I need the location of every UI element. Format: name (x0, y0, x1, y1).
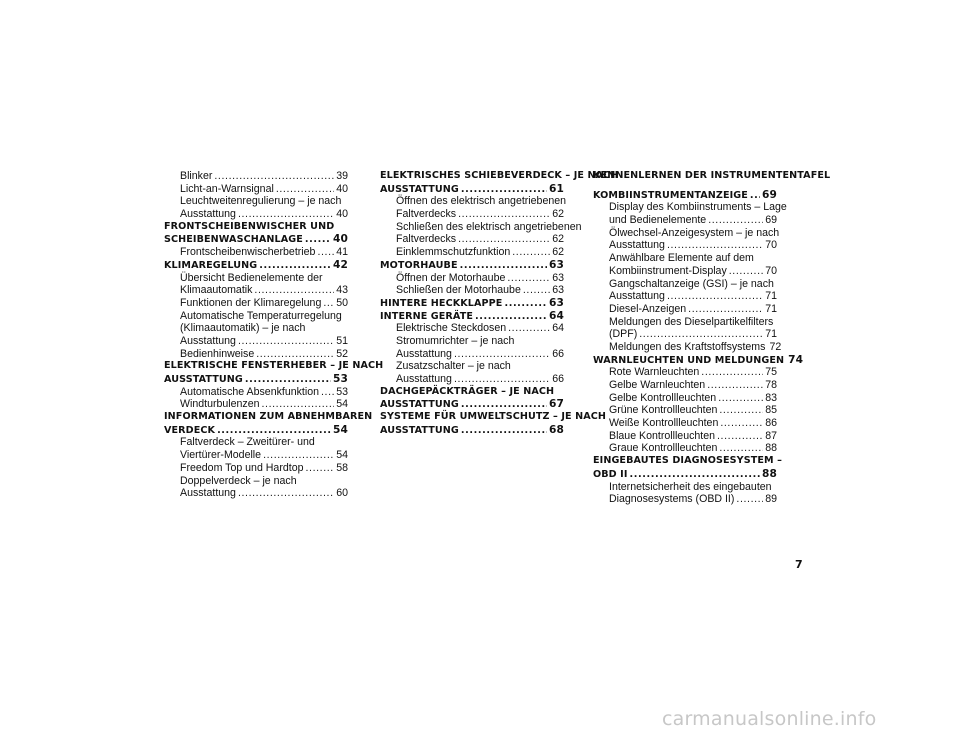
toc-page-number: 88 (765, 442, 777, 455)
toc-entry-text: Ausstattung (609, 239, 665, 252)
toc-page-number: 68 (549, 423, 564, 436)
toc-page-number: 66 (552, 373, 564, 385)
toc-entry-text: Diagnosesystems (OBD II) (609, 493, 735, 506)
toc-entry-text: Übersicht Bedienelemente der (180, 271, 323, 284)
leader-dots (263, 449, 334, 462)
toc-page-number: 50 (336, 296, 348, 309)
toc-entry-text: Faltverdecks (396, 208, 457, 221)
toc-entry[interactable] (593, 226, 780, 252)
toc-page-number: 86 (765, 417, 777, 430)
toc-entry[interactable] (380, 386, 564, 411)
leader-dots (507, 272, 550, 285)
toc-page-number: 63 (552, 271, 564, 284)
toc-entry[interactable] (593, 170, 831, 183)
leader-dots (701, 366, 763, 379)
toc-entry-text: Display des Kombiinstruments – Lage (609, 201, 787, 214)
toc-entry-text: Ausstattung (180, 487, 236, 500)
toc-entry[interactable] (164, 170, 348, 183)
toc-page-number: 64 (552, 322, 564, 335)
leader-dots (667, 239, 763, 252)
toc-entry[interactable] (380, 259, 564, 272)
watermark: carmanualsonline.info (662, 708, 877, 730)
toc-page-number: 70 (765, 239, 777, 252)
toc-entry[interactable] (593, 353, 804, 367)
toc-entry-text: Meldungen des Kraftstoffsystems (609, 340, 766, 353)
leader-dots (238, 335, 334, 348)
toc-page-number: 43 (336, 284, 348, 297)
toc-entry[interactable] (593, 366, 777, 379)
toc-page-number: 51 (336, 334, 348, 347)
leader-dots (238, 208, 334, 221)
leader-dots (523, 284, 550, 297)
toc-entry[interactable] (593, 189, 777, 202)
toc-entry-text: Blaue Kontrollleuchten (609, 429, 716, 442)
toc-entry[interactable] (164, 183, 348, 196)
toc-entry-text: Ausstattung (609, 290, 665, 303)
toc-entry[interactable] (164, 475, 348, 500)
toc-entry-text: Windturbulenzen (180, 398, 260, 411)
toc-page-number: 54 (336, 449, 348, 462)
toc-entry-text: (Klimaautomatik) – je nach (180, 322, 306, 335)
leader-dots (717, 430, 763, 443)
toc-entry-text: Ölwechsel-Anzeigesystem – je nach (609, 226, 780, 239)
leader-dots (718, 392, 763, 405)
leader-dots (458, 208, 550, 221)
toc-entry[interactable] (593, 417, 777, 430)
toc-page-number: 62 (552, 233, 564, 246)
leader-dots (707, 379, 763, 392)
toc-entry[interactable] (380, 195, 567, 221)
toc-entry-text: Gangschaltanzeige (GSI) – je nach (609, 277, 774, 290)
toc-entry[interactable] (164, 246, 348, 259)
toc-page-number: 87 (765, 429, 777, 442)
toc-entry-text: Ausstattung (180, 334, 236, 347)
leader-dots (729, 265, 763, 278)
toc-entry[interactable] (593, 481, 777, 506)
toc-entry[interactable] (380, 272, 564, 285)
toc-page-number: 54 (336, 398, 348, 411)
toc-entry-text: SCHEIBENWASCHANLAGE (164, 234, 303, 246)
toc-page-number: 40 (336, 182, 348, 195)
toc-entry-text: Licht-an-Warnsignal (180, 182, 274, 195)
toc-entry-text: KOMBIINSTRUMENTANZEIGE (593, 189, 748, 201)
toc-page-number: 71 (765, 328, 777, 341)
leader-dots (254, 284, 334, 297)
toc-entry[interactable] (380, 297, 564, 310)
toc-entry-text: Blinker (180, 170, 213, 182)
toc-entry[interactable] (164, 360, 384, 385)
toc-entry-text: Anwählbare Elemente auf dem (609, 252, 754, 265)
toc-entry-text: EINGEBAUTES DIAGNOSESYSTEM – (593, 455, 782, 467)
leader-dots (736, 493, 763, 506)
toc-entry-text: Freedom Top und Hardtop (180, 461, 304, 474)
toc-entry-text: Diesel-Anzeigen (609, 302, 687, 315)
toc-entry-text: Grüne Kontrollleuchten (609, 404, 718, 417)
toc-page-number: 85 (765, 404, 777, 417)
toc-entry-text: INFORMATIONEN ZUM ABNEHMBAREN (164, 411, 373, 423)
toc-entry-text: Ausstattung (396, 373, 452, 385)
leader-dots (639, 328, 763, 341)
leader-dots (667, 290, 763, 303)
toc-page-number: 40 (333, 233, 348, 246)
toc-entry-text: ELEKTRISCHE FENSTERHEBER – JE NACH (164, 360, 384, 372)
toc-entry-text: WARNLEUCHTEN UND MELDUNGEN (593, 354, 785, 366)
leader-dots (720, 417, 763, 430)
toc-page-number: 63 (549, 296, 564, 309)
leader-dots (508, 322, 550, 335)
toc-entry[interactable] (380, 322, 564, 335)
toc-page-number: 58 (336, 461, 348, 474)
toc-page-number: 69 (762, 188, 777, 201)
toc-entry-text: Gelbe Kontrollleuchten (609, 391, 717, 404)
toc-entry-text: (DPF) (609, 328, 638, 341)
leader-dots (461, 425, 547, 438)
toc-entry-text: AUSSTATTUNG (164, 374, 243, 385)
toc-entry-text: Stromumrichter – je nach (396, 334, 515, 347)
toc-entry[interactable] (380, 411, 607, 436)
toc-page-number: 75 (765, 366, 777, 379)
toc-entry-text: Gelbe Warnleuchten (609, 379, 706, 391)
leader-dots (321, 386, 334, 399)
toc-entry[interactable] (593, 404, 777, 417)
toc-page-number: 40 (336, 208, 348, 221)
toc-page-number: 67 (549, 398, 564, 411)
toc-page-number: 78 (765, 379, 777, 391)
toc-page-number: 62 (552, 246, 564, 259)
toc-entry[interactable] (593, 379, 777, 392)
toc-entry-text: Automatische Absenkfunktion (180, 385, 319, 398)
page-number: 7 (795, 558, 803, 571)
toc-entry[interactable] (593, 316, 777, 341)
toc-page-number: 72 (769, 340, 782, 353)
toc-entry[interactable] (380, 360, 564, 385)
toc-entry-text: Graue Kontrollleuchten (609, 442, 718, 455)
toc-entry-text: OBD II (593, 468, 628, 480)
toc-entry-text: ELEKTRISCHES SCHIEBEVERDECK – JE NACH (380, 170, 619, 181)
leader-dots (238, 487, 334, 500)
toc-entry[interactable] (164, 436, 348, 461)
toc-entry-text: Einklemmschutzfunktion (396, 246, 511, 259)
toc-entry-text: KENNENLERNEN DER INSTRUMENTENTAFEL (593, 170, 831, 181)
toc-entry[interactable] (593, 340, 782, 354)
toc-entry[interactable] (164, 195, 348, 220)
toc-entry[interactable] (593, 278, 777, 303)
leader-dots (323, 297, 334, 310)
toc-page-number: 66 (552, 347, 564, 360)
toc-entry-text: Doppelverdeck – je nach (180, 474, 297, 487)
toc-entry-text: Internetsicherheit des eingebauten (609, 480, 772, 493)
toc-page-number: 71 (765, 290, 777, 303)
toc-page-number: 53 (333, 373, 348, 385)
toc-entry[interactable] (593, 442, 777, 455)
leader-dots (512, 246, 550, 259)
toc-entry[interactable] (164, 272, 348, 297)
toc-entry-text: Öffnen des elektrisch angetriebenen (396, 195, 567, 208)
leader-dots (305, 462, 334, 475)
toc-entry-text: Rote Warnleuchten (609, 366, 700, 379)
toc-entry-text: DACHGEPÄCKTRÄGER – JE NACH (380, 385, 555, 397)
toc-entry-text: Leuchtweitenregulierung – je nach (180, 195, 342, 208)
toc-entry-text: Kombiinstrument-Display (609, 264, 727, 277)
toc-entry[interactable] (164, 348, 348, 361)
toc-entry[interactable] (593, 303, 777, 316)
toc-page-number: 88 (762, 467, 777, 480)
toc-page-number: 64 (549, 309, 564, 322)
toc-entry-text: Ausstattung (396, 347, 452, 360)
toc-page-number: 70 (765, 264, 777, 277)
toc-page-number: 60 (336, 487, 348, 500)
toc-entry-text: MOTORHAUBE (380, 259, 458, 271)
toc-entry-text: FRONTSCHEIBENWISCHER UND (164, 220, 335, 232)
toc-entry-text: AUSSTATTUNG (380, 424, 459, 436)
toc-entry[interactable] (380, 220, 582, 246)
toc-entry-text: Schließen der Motorhaube (396, 284, 521, 297)
toc-entry[interactable] (164, 297, 348, 310)
leader-dots (708, 214, 763, 227)
toc-entry-text: Faltverdeck – Zweitürer- und (180, 436, 315, 449)
toc-entry-text: Bedienhinweise (180, 347, 255, 360)
toc-entry-text: KLIMAREGELUNG (164, 259, 258, 271)
leader-dots (719, 442, 763, 455)
toc-entry-text: VERDECK (164, 424, 216, 436)
toc-entry[interactable] (164, 310, 348, 348)
toc-entry[interactable] (593, 252, 777, 277)
toc-page-number: 52 (336, 347, 348, 360)
toc-entry[interactable] (164, 221, 348, 246)
leader-dots (276, 183, 334, 196)
toc-entry-text: AUSSTATTUNG (380, 399, 459, 411)
toc-page-number: 89 (765, 493, 777, 506)
toc-entry[interactable] (380, 284, 564, 297)
toc-entry-text: INTERNE GERÄTE (380, 310, 473, 322)
toc-page-number: 69 (765, 214, 777, 227)
toc-page-number: 39 (336, 170, 348, 182)
toc-page-number: 74 (788, 353, 804, 366)
toc-entry-text: AUSSTATTUNG (380, 183, 459, 195)
toc-entry-text: Funktionen der Klimaregelung (180, 296, 322, 309)
toc-entry[interactable] (380, 335, 564, 360)
leader-dots (262, 398, 335, 411)
toc-entry-text: Weiße Kontrollleuchten (609, 417, 719, 430)
leader-dots (719, 404, 763, 417)
toc-page-number: 63 (549, 258, 564, 271)
toc-entry-text: SYSTEME FÜR UMWELTSCHUTZ – JE NACH (380, 411, 607, 423)
leader-dots (214, 170, 334, 183)
toc-entry[interactable] (164, 411, 373, 436)
toc-entry[interactable] (164, 386, 348, 399)
toc-page-number: 41 (336, 246, 348, 259)
toc-entry-text: Klimaautomatik (180, 284, 253, 297)
toc-page-number: 53 (336, 385, 348, 398)
toc-entry-text: Ausstattung (180, 208, 236, 221)
toc-entry-text: Faltverdecks (396, 233, 457, 246)
toc-page-number: 61 (549, 182, 564, 195)
toc-entry-text: HINTERE HECKKLAPPE (380, 297, 503, 309)
toc-entry[interactable] (164, 398, 348, 411)
toc-page-number: 62 (552, 208, 564, 221)
leader-dots (454, 348, 550, 361)
toc-page-number: 42 (333, 258, 348, 271)
leader-dots (256, 348, 334, 361)
toc-entry[interactable] (380, 310, 564, 323)
toc-column-3 (593, 170, 831, 506)
leader-dots (454, 373, 550, 386)
leader-dots (317, 246, 334, 259)
toc-entry[interactable] (593, 430, 777, 443)
toc-page-number: 54 (333, 423, 348, 436)
toc-entry[interactable] (164, 462, 348, 475)
toc-entry-text: Zusatzschalter – je nach (396, 360, 511, 373)
toc-column-2 (380, 170, 619, 436)
toc-entry[interactable] (380, 170, 619, 195)
toc-entry-text: Schließen des elektrisch angetriebenen (396, 220, 582, 233)
toc-entry-text: Elektrische Steckdosen (396, 322, 507, 335)
toc-entry-text: Viertürer-Modelle (180, 449, 262, 462)
toc-entry-text: Meldungen des Dieselpartikelfilters (609, 315, 774, 328)
toc-entry[interactable] (164, 259, 348, 272)
toc-entry-text: Frontscheibenwischerbetrieb (180, 246, 316, 259)
toc-entry[interactable] (593, 392, 777, 405)
toc-entry[interactable] (593, 455, 782, 480)
toc-page-number: 63 (552, 284, 564, 297)
toc-entry-text: Automatische Temperaturregelung (180, 309, 342, 322)
leader-dots (458, 233, 550, 246)
toc-entry-text: und Bedienelemente (609, 214, 707, 227)
toc-page-number: 71 (765, 302, 777, 315)
toc-page-number: 83 (765, 391, 777, 404)
toc-column-1 (164, 170, 384, 500)
toc-entry-text: Öffnen der Motorhaube (396, 271, 506, 284)
leader-dots (688, 303, 763, 316)
toc-entry[interactable] (380, 246, 564, 259)
toc-entry[interactable] (593, 201, 787, 227)
